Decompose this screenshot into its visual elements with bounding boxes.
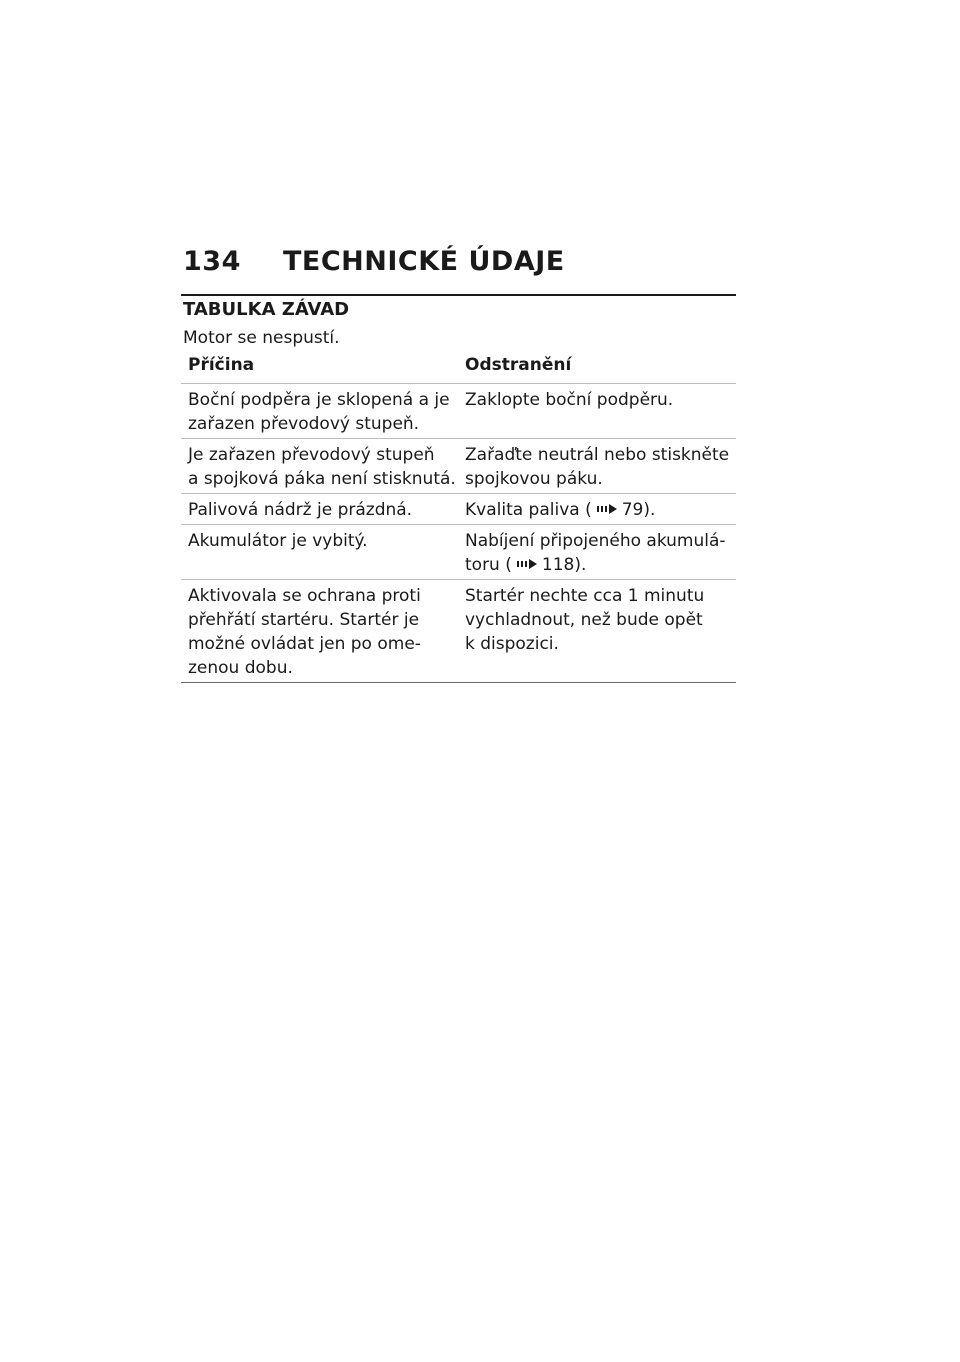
fix-suffix: ).	[643, 500, 656, 520]
fix-line	[465, 553, 736, 577]
cause-cell	[181, 443, 459, 491]
header-rule	[181, 294, 736, 296]
fix-line	[465, 498, 736, 522]
table-row	[181, 384, 736, 439]
cause-line: Boční podpěra je sklopená a je	[188, 390, 450, 410]
fix-cell	[459, 584, 736, 680]
cause-line: zařazen převodový stupeň.	[188, 414, 420, 434]
header-cause: Příčina	[188, 355, 255, 375]
fix-line: k dispozici.	[465, 634, 559, 654]
fix-cell	[459, 388, 736, 436]
table-row	[181, 494, 736, 525]
page-reference-arrow-icon	[597, 503, 619, 515]
fix-line: spojkovou páku.	[465, 469, 603, 489]
cause-cell	[181, 529, 459, 577]
fix-cell	[459, 443, 736, 491]
page-number: 134	[183, 246, 241, 277]
fix-line: vychladnout, než bude opět	[465, 610, 703, 630]
cause-cell	[181, 498, 459, 522]
cause-line: Akumulátor je vybitý.	[188, 531, 368, 551]
cause-line: zenou dobu.	[188, 658, 293, 678]
fix-cell	[459, 498, 736, 522]
table-row	[181, 580, 736, 683]
cause-line: a spojková páka není stisknutá.	[188, 469, 456, 489]
header-fix: Odstranění	[465, 355, 572, 375]
table-header-row	[181, 350, 736, 384]
cause-line: Je zařazen převodový stupeň	[188, 445, 435, 465]
fix-prefix: Kvalita paliva (	[465, 500, 592, 520]
fix-cell	[459, 529, 736, 577]
cause-line: Palivová nádrž je prázdná.	[188, 500, 413, 520]
cause-line: Aktivovala se ochrana proti	[188, 586, 421, 606]
fix-line: Zařaďte neutrál nebo stiskněte	[465, 445, 730, 465]
chapter-title: TECHNICKÉ ÚDAJE	[283, 246, 565, 277]
cause-cell	[181, 584, 459, 680]
cause-line: možné ovládat jen po ome-	[188, 634, 421, 654]
cause-line: přehřátí startéru. Startér je	[188, 610, 420, 630]
fix-line: Startér nechte cca 1 minutu	[465, 586, 705, 606]
page-header	[183, 246, 736, 282]
fix-prefix: toru (	[465, 555, 512, 575]
page-reference-link[interactable]: 118	[541, 555, 575, 575]
symptom-text: Motor se nespustí.	[183, 328, 340, 348]
fix-suffix: ).	[574, 555, 587, 575]
fault-table	[181, 350, 736, 683]
page-reference-link[interactable]: 79	[621, 500, 644, 520]
section-title: TABULKA ZÁVAD	[183, 299, 350, 320]
fix-line: Zaklopte boční podpěru.	[465, 390, 674, 410]
fix-line: Nabíjení připojeného akumulá-	[465, 531, 726, 551]
table-row	[181, 525, 736, 580]
page-reference-arrow-icon	[517, 558, 539, 570]
cause-cell	[181, 388, 459, 436]
table-row	[181, 439, 736, 494]
